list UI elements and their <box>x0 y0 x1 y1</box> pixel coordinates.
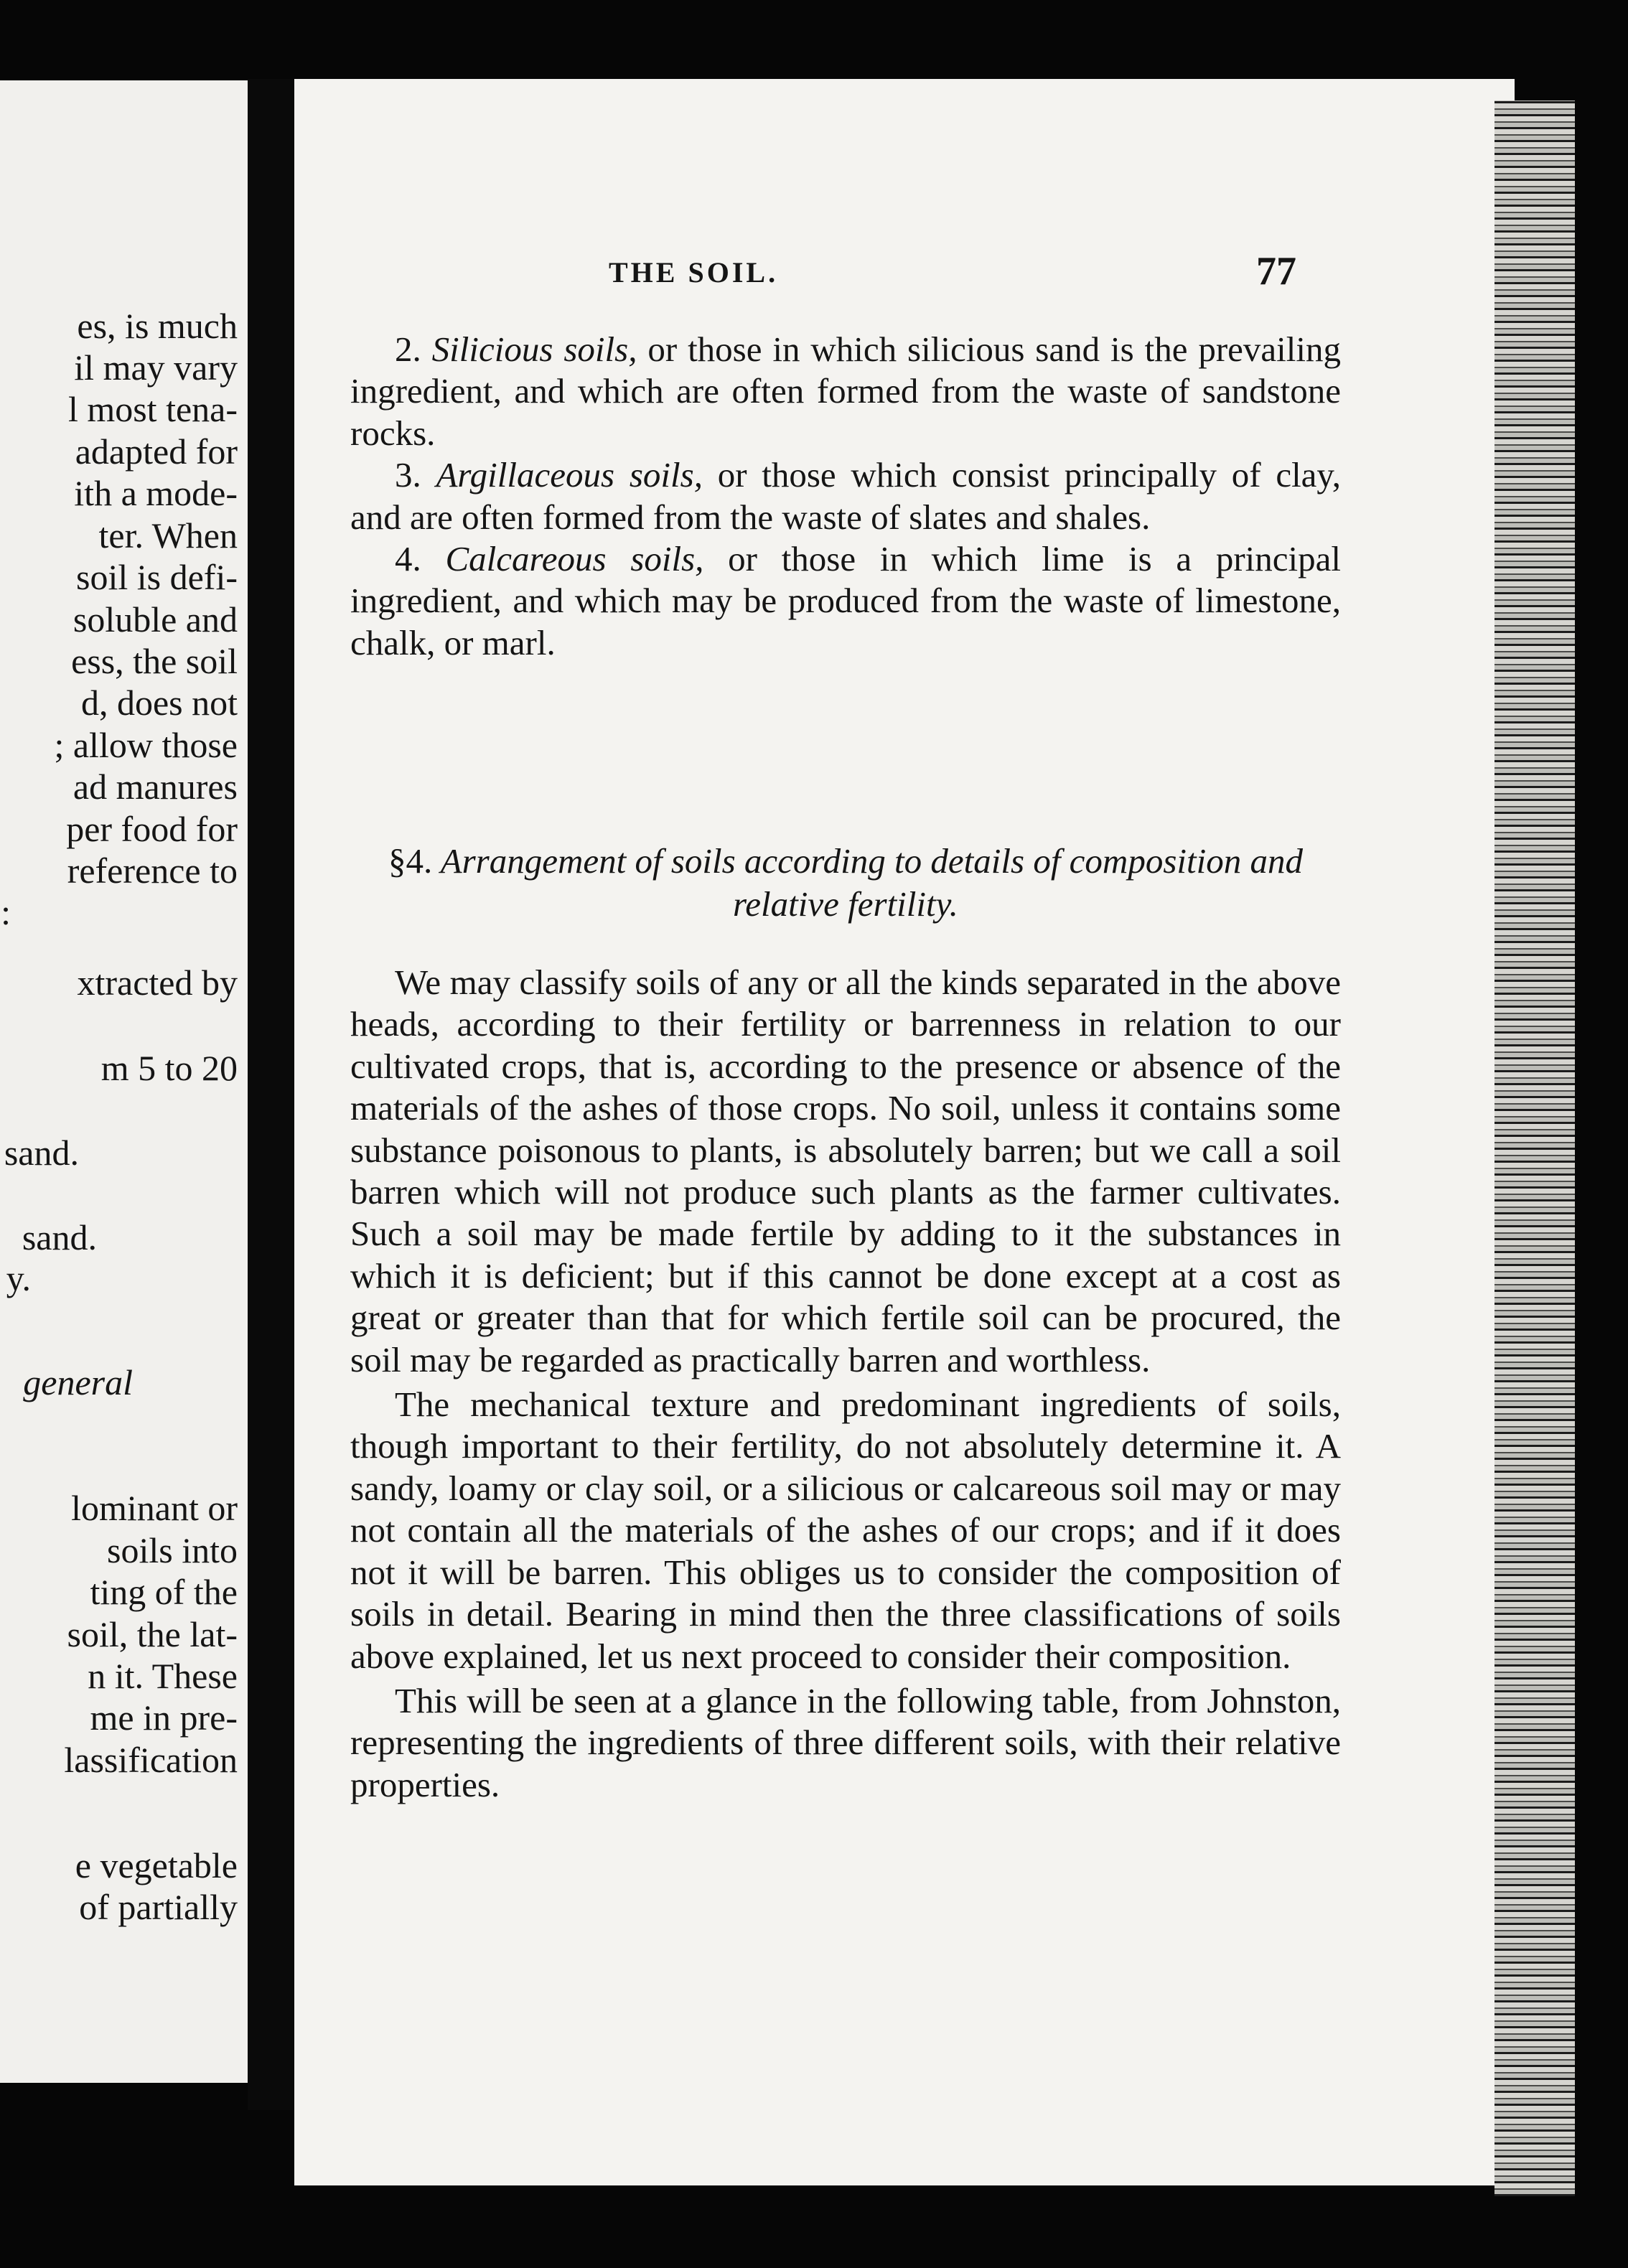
list-block <box>350 329 1341 664</box>
section-symbol: §4. <box>388 841 433 881</box>
list-item-term: Silicious soils, <box>431 329 637 369</box>
list-item-text: or those which consist principally of clay, and are often formed from the waste of slates and shales. <box>350 455 1341 537</box>
section-title: Arrangement of soils according to details of composition and relative fertility. <box>440 841 1303 924</box>
body-paragraph: The mechanical texture and predominant ingredients of soils, though important to their fertility, do not absolutely determine it. A sandy, loamy or clay soil, or a silicious or calcareous soil may or may not contain all the materials of the ashes of our crops; and if it does not it will be barren. This obliges us to consider the composition of soils in detail. Bearing in mind then the three classifications of soils above explained, let us next proceed to consider their composition. <box>350 1384 1341 1676</box>
left-page-line: lassification <box>64 1740 238 1780</box>
left-page-line: ter. When <box>98 515 238 556</box>
left-page-line: y. <box>6 1258 31 1298</box>
left-page-line: sand. <box>22 1217 97 1257</box>
section-heading <box>350 840 1341 926</box>
list-item-number: 4. <box>395 539 421 579</box>
left-page-line: sand. <box>4 1133 79 1173</box>
left-page-line: d, does not <box>80 683 238 723</box>
body-paragraph: We may classify soils of any or all the kinds separated in the above heads, according to their fertility or barrenness in relation to our cultivated crops, that is, according to the presence or absence of the materials of the ashes of those crops. No soil, unless it contains some substance poisonous to plants, is absolutely barren; but we call a soil barren which will not produce such plants as the farmer cultivates. Such a soil may be made fertile by adding to it the substances in which it is deficient; but if this cannot be done except at a cost as great or greater than that for which fertile soil can be procured, the soil may be regarded as practically barren and worthless. <box>350 962 1341 1379</box>
left-page-line: general <box>23 1362 133 1402</box>
left-page-line: il may vary <box>74 347 238 388</box>
left-page-line: reference to <box>67 851 238 891</box>
list-item-text: or those in which silicious sand is the prevailing ingredient, and which are often formed from the waste of sandstone rocks. <box>350 329 1342 453</box>
left-page-line: lominant or <box>71 1488 238 1528</box>
left-page-line: ; allow those <box>54 725 238 765</box>
body-text <box>350 962 1341 1806</box>
left-page-line: ith a mode- <box>74 473 238 513</box>
body-paragraph: This will be seen at a glance in the following table, from Johnston, representing the ingredients of three different soils, with their relative properties. <box>350 1680 1341 1804</box>
left-page-line: es, is much <box>77 306 238 346</box>
left-page-line: adapted for <box>75 431 238 472</box>
page-edge-stack <box>1494 100 1575 2196</box>
list-item <box>350 538 1341 664</box>
list-item-number: 2. <box>395 329 421 369</box>
left-page-line: m 5 to 20 <box>100 1048 238 1088</box>
page-header <box>294 248 1515 299</box>
left-page-line: e vegetable <box>75 1845 238 1885</box>
left-page-line: me in pre- <box>90 1697 238 1738</box>
page-number: 77 <box>1256 249 1296 294</box>
list-item-number: 3. <box>395 455 421 495</box>
left-page-line: ad manures <box>72 767 238 807</box>
left-page-line: soils into <box>107 1530 238 1570</box>
left-page-line: soil, the lat- <box>67 1614 238 1654</box>
list-item <box>350 454 1341 538</box>
right-page <box>294 79 1515 2185</box>
left-page-line: ting of the <box>90 1572 238 1612</box>
left-page-line: n it. These <box>88 1656 238 1696</box>
list-item-text: or those in which lime is a principal ingredient, and which may be produced from the waste of limestone, chalk, or marl. <box>350 539 1342 662</box>
left-page-fragment <box>0 80 248 2083</box>
left-page-line: ess, the soil <box>71 641 238 681</box>
left-page-line: : <box>1 892 11 932</box>
left-page-line: xtracted by <box>77 962 238 1003</box>
left-page-line: l most tena- <box>67 389 238 429</box>
list-item <box>350 329 1341 454</box>
list-item-term: Calcareous soils, <box>445 539 704 579</box>
running-head: THE SOIL. <box>609 256 779 289</box>
book-gutter <box>248 79 294 2110</box>
left-page-line: per food for <box>66 809 238 849</box>
list-item-term: Argillaceous soils, <box>436 455 703 495</box>
left-page-line: soil is defi- <box>76 557 238 597</box>
left-page-line: of partially <box>79 1887 238 1927</box>
left-page-line: soluble and <box>72 599 238 639</box>
